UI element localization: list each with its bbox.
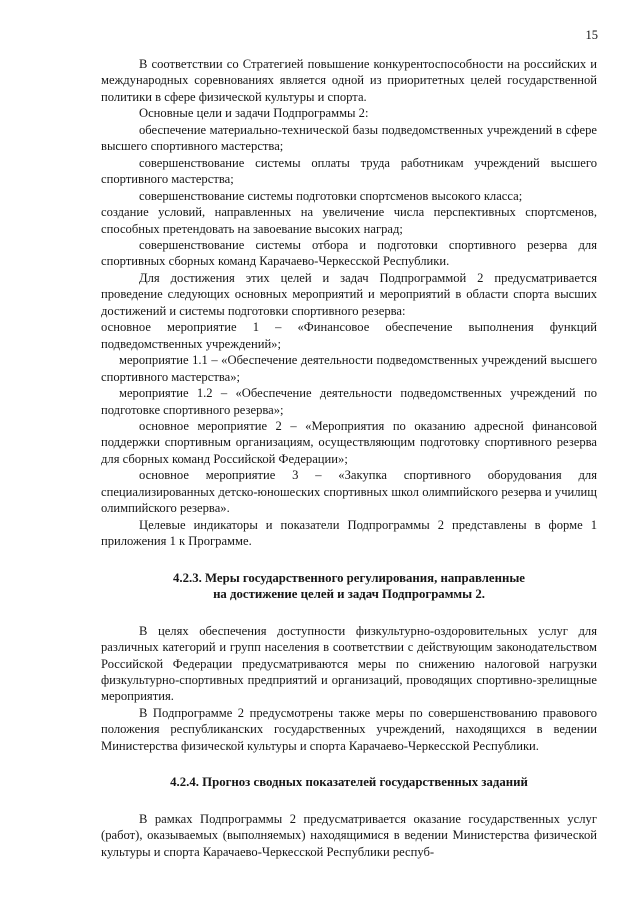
goal-item: совершенствование системы оплаты труда работникам учреждений высшего спортивного мастерства;	[101, 155, 597, 187]
goal-item: создание условий, направленных на увеличение числа перспективных спортсменов, способных претендовать на завоевание высоких наград;	[101, 205, 597, 236]
section-heading-4-2-3	[101, 570, 597, 603]
paragraph-goals-intro: Основные цели и задачи Подпрограммы 2:	[139, 106, 369, 121]
page-number: 15	[585, 28, 598, 42]
paragraph-state-tasks: В рамках Подпрограммы 2 предусматривается оказание государственных услуг (работ), оказываемых (выполняемых) находящимися в ведении Министерства физической культуры и спорта Карачаево-Черкесской Республики респуб-	[101, 811, 597, 859]
paragraph-activities-intro: Для достижения этих целей и задач Подпрограммой 2 предусматривается проведение следующих основных мероприятий и мероприятий в области спорта высших достижений и системы подготовки спортивного резерва:	[101, 270, 597, 318]
activity-item: мероприятие 1.2 – «Обеспечение деятельности подведомственных учреждений по подготовке спортивного резерва»;	[101, 386, 597, 417]
goal-item: совершенствование системы отбора и подготовки спортивного резерва для спортивных сборных команд Карачаево-Черкесской Республики.	[101, 237, 597, 269]
goal-item: совершенствование системы подготовки спортсменов высокого класса;	[139, 188, 523, 203]
paragraph-legal-status: В Подпрограмме 2 предусмотрены также меры по совершенствованию правового положения республиканских государственных учреждений, находящихся в ведении Министерства физической культуры и спорта Карачаево-Черкесской Республики.	[101, 705, 597, 753]
paragraph-strategy: В соответствии со Стратегией повышение конкурентоспособности на российских и международных соревнованиях является одной из приоритетных целей государственной политики в сфере физической культуры и спорта.	[101, 57, 597, 104]
section-heading-4-2-4: 4.2.4. Прогноз сводных показателей государственных заданий	[170, 775, 528, 790]
activity-item: мероприятие 1.1 – «Обеспечение деятельности подведомственных учреждений высшего спортивного мастерства»;	[101, 353, 597, 384]
activity-item: основное мероприятие 1 – «Финансовое обеспечение выполнения функций подведомственных учреждений»;	[101, 320, 597, 351]
paragraph-regulation: В целях обеспечения доступности физкультурно-оздоровительных услуг для различных категорий и групп населения в соответствии с действующим законодательством Российской Федерации предусматриваются меры по снижению налоговой нагрузки физкультурно-спортивных предприятий и организаций, проводящих спортивно-зрелищные мероприятия.	[101, 623, 597, 704]
activity-item: основное мероприятие 2 – «Мероприятия по оказанию адресной финансовой поддержки спортивным организациям, осуществляющим подготовку спортивного резерва для сборных команд Российской Федерации»;	[101, 418, 597, 466]
section-heading-line: 4.2.3. Меры государственного регулирования, направленные	[173, 570, 525, 585]
activity-item: основное мероприятие 3 – «Закупка спортивного оборудования для специализированных детско-юношеских спортивных школ олимпийского резерва и училищ олимпийского резерва».	[101, 468, 597, 516]
goal-item: обеспечение материально-технической базы подведомственных учреждений в сфере высшего спортивного мастерства;	[101, 122, 597, 154]
paragraph-indicators: Целевые индикаторы и показатели Подпрограммы 2 представлены в форме 1 приложения 1 к Программе.	[101, 517, 597, 549]
document-body	[101, 56, 597, 860]
section-heading-line: на достижение целей и задач Подпрограммы 2.	[213, 587, 485, 602]
